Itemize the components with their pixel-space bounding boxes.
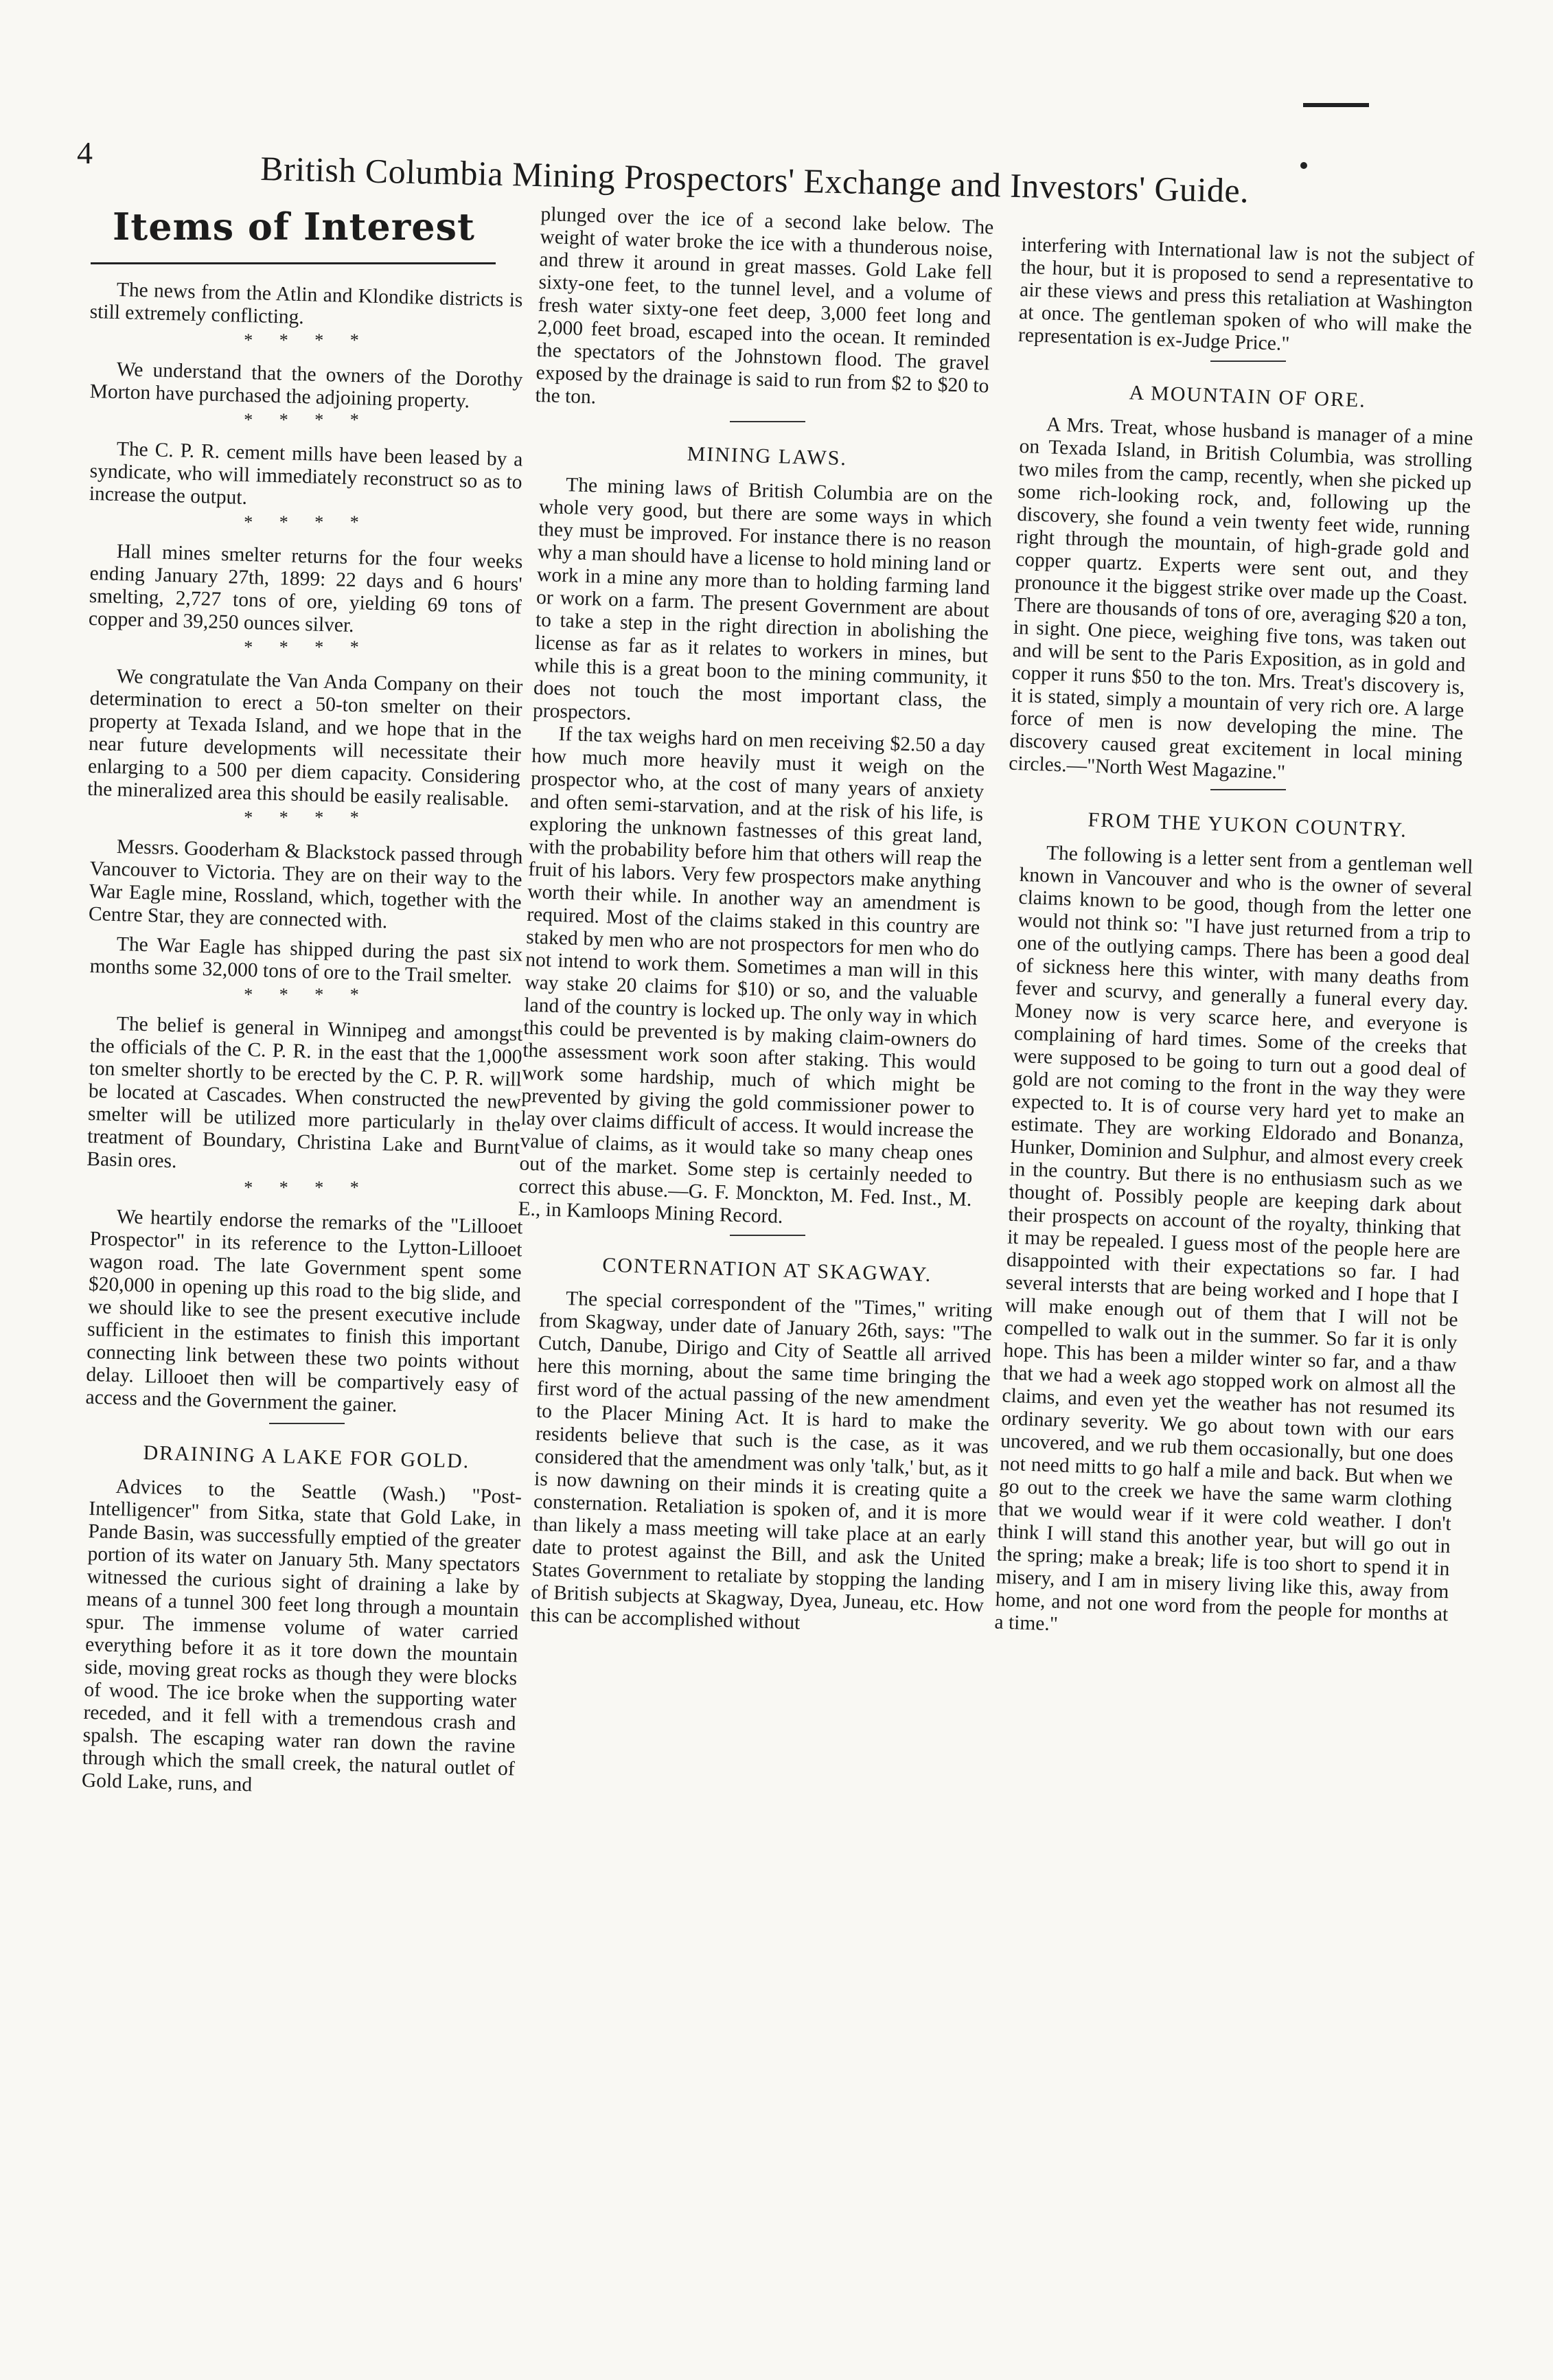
column-middle (518, 203, 994, 1634)
star-separator: * * * * (244, 410, 370, 430)
article-body: Advices to the Seattle (Wash.) "Post-Intelligencer" from Sitka, state that Gold Lake, in Pande Basin, was successfully emptied of the greater portion of its water on January 5th. Many spectators witnessed the curious sight of draining a lake by means of a tunnel 300 feet long through a mountain spur. The immense volume of water carried everything before it as it tore down the mountain side, moving great rocks as though they were blocks of wood. The ice broke when the supporting water receded, and it fell with a tremendous crash and spalsh. The escaping water ran down the ravine through which the small creek, the natural outlet of Gold Lake, runs, and (81, 1475, 522, 1796)
article-headline: A MOUNTAIN OF ORE. (1129, 381, 1367, 412)
news-item-text: Hall mines smelter returns for the four weeks ending January 27th, 1899: 22 days and 6 hours' smelting, 2,727 tons of ore, yielding 69 tons of copper and 39,250 ounces silver. (88, 540, 523, 637)
column-right (994, 233, 1475, 1640)
star-separator: * * * * (244, 330, 370, 350)
news-item-text: The belief is general in Winnipeg and amongst the officials of the C. P. R. in the east that the 1,000 ton smelter shortly to be erected by the C. P. R. will be located at Cascades. When constructed the new smelter will be utilized more particularly in the treatment of Boundary, Christina Lake and Burnt Basin ores. (86, 1013, 523, 1173)
article-headline: CONTERNATION AT SKAGWAY. (601, 1253, 932, 1286)
news-item (89, 835, 523, 937)
article-headline: DRAINING A LAKE FOR GOLD. (143, 1441, 470, 1473)
article-continuation (535, 203, 994, 420)
news-item-text: Messrs. Gooderham & Blackstock passed through Vancouver to Victoria. They are on their way to the War Eagle mine, Rossland, which, together with the Centre Star, they are connected with. (88, 836, 523, 933)
news-item-text: We heartily endorse the remarks of the "Lillooet Prospector" in its reference to the Lytton-Lillooet wagon road. The late Government spent some $20,000 in opening up this road to the big slide, and we should like to see the present executive include sufficient in the estimates to finish this important connecting link between these two points without delay. Lillooet then will be compartively easy of access and the Government the gainer. (85, 1206, 523, 1417)
section-title: Items of Interest (113, 205, 475, 249)
article-mining-laws (518, 437, 994, 1234)
article-paragraph: The mining laws of British Columbia are on the whole very good, but there are some ways in which they must be improved. For instance there is no reason why a man should have a license to hold mining land or work in a mine any more than to holding farming land or work on a farm. The present Government are about to take a step in the right direction in abolishing the license as far as it relates to workers in mines, but while this is a great boon to the mining community, it does not touch the most important class, the prospectors. (532, 474, 993, 725)
column-left (81, 205, 523, 1798)
news-item (89, 437, 522, 516)
page-number: 4 (77, 135, 93, 170)
article-skagway (530, 1251, 994, 1640)
article-body: A Mrs. Treat, whose husband is manager of a mine on Texada Island, in British Columbia, was strolling two miles from the camp, recently, when she picked up some rich-looking rock, and, following up the discovery, she found a vein twenty feet wide, running right through the mountain, of high-grade gold and copper quartz. Experts were sent out, and they pronounce it the biggest strike over made up the Coast. There are thousands of tons of ore, averaging $20 a ton, in sight. One piece, weighing five tons, was taken out and will be sent to the Paris Exposition, as in gold and copper it runs $50 to the ton. Mrs. Treat's discovery is, it is stated, simply a mountain of very rich ore. A large force of men is now developing the mine. The discovery caused great excitement in local mining circles.—"North West Magazine." (1008, 413, 1473, 784)
article-yukon (994, 805, 1475, 1649)
article-rule (1210, 789, 1286, 790)
article-headline: FROM THE YUKON COUNTRY. (1088, 808, 1408, 842)
article-body: The special correspondent of the "Times," writing from Skagway, under date of January 26th, says: "The Cutch, Danube, Dirigo and City of Seattle all arrived here this morning, about the same time bringing the first word of the actual passing of the new amendment to the Placer Mining Act. It is hard to make the residents believe that such is the case, as it was considered that the amendment was only 'talk,' but, as it is now dawning on their minds it is creating quite a consternation. Retaliation is spoken of, and it is more than likely a mass meeting will take place at an early date to protest against the Bill, and ask the United States Government to retaliate by stopping the landing of British subjects at Skagway, Dyea, Juneau, etc. How this can be accomplished without (529, 1288, 993, 1634)
star-separator: * * * * (244, 1178, 370, 1198)
news-item-text: The C. P. R. cement mills have been leased by a syndicate, who will immediately reconstruct so as to increase the output. (89, 438, 523, 509)
news-item-text: The news from the Atlin and Klondike districts is still extremely conflicting. (89, 279, 523, 329)
star-separator: * * * * (244, 985, 370, 1005)
news-item (87, 1012, 523, 1182)
article-body: plunged over the ice of a second lake below. The weight of water broke the ice with a thunderous noise, and threw it around in great masses. Gold Lake fell sixty-one feet, to the tunnel level, and a volume of fresh water sixty-one feet deep, 3,000 feet long and 2,000 feet broad, escaped into the ocean. It reminded the spectators of the Johnstown flood. The gravel exposed by the drainage is said to run from $2 to $20 to the ton. (535, 203, 994, 409)
article-rule (730, 1235, 805, 1236)
article-body: interfering with International law is not the subject of the hour, but it is proposed to send a representative to air these views and press this retaliation at Washington at once. The gentleman spoken of who will make the representation is ex-Judge Price." (1017, 233, 1475, 356)
article-draining-lake (82, 1439, 523, 1803)
star-separator: * * * * (244, 808, 370, 827)
print-speck (1303, 103, 1369, 107)
article-rule (269, 1423, 345, 1424)
article-rule (730, 421, 805, 422)
article-continuation (1018, 233, 1475, 362)
star-separator: * * * * (244, 637, 370, 657)
news-item (85, 1205, 523, 1420)
news-item (87, 665, 523, 812)
news-item (89, 932, 523, 989)
article-rule (1210, 361, 1286, 362)
publication-header: British Columbia Mining Prospectors' Exchange and Investors' Guide. (260, 148, 1250, 210)
print-speck (1300, 162, 1307, 169)
title-rule (91, 262, 496, 264)
news-item (89, 358, 523, 414)
star-separator: * * * * (244, 512, 370, 532)
article-paragraph: If the tax weighs hard on men receiving $2.50 a day how much more heavily must it weigh on the prospector who, at the cost of many years of anxiety and often semi-starvation, and at the risk of his life, is exploring the unknown fastnesses of this great land, with the probability before him that others will reap the fruit of his labors. Very few prospectors make anything worth their while. In another way an amendment is required. Most of the claims staked in this country are staked by men who are not prospectors for men who do not intend to work them. Sometimes a man will in this way stake 20 claims for $10) or so, and the valuable land of the country is locked up. The only way in which this could be prevented is by making claim-owners do the assessment work soon after staking. This would work some hardship, much of which might be prevented by giving the gold commissioner power to lay over claims difficult of access. It would increase the value of claims, as it would take so many cheap ones out of the market. Some step is certainly needed to correct this abuse.—G. F. Monckton, M. Fed. Inst., M. E., in Kamloops Mining Record. (518, 722, 986, 1228)
article-body: The following is a letter sent from a gentleman well known in Vancouver and who is the owner of several claims known to be good, though from the letter one would not think so: "I have just returned from a trip to one of the outlying camps. There has been a good deal of sickness here this winter, with many deaths from fever and scurvy, and generally a funeral every day. Money now is very scarce here, and everyone is complaining of hard times. Some of the creeks that were supposed to be going to turn out a good deal of gold are not coming to the front in the way they were expected to. It is of course very hard yet to make an estimate. They are working Eldorado and Bonanza, Hunker, Dominion and Sulphur, and almost every creek in the country. But there is no enthusiasm such as we thought of. Possibly people are keeping dark about their prospects on account of the royalty, thinking that it may be repealed. I guess most of the people here are disappointed with their expectations so far. I had several intersts that are being worked and I hope that I will make enough out of them that I will not be compelled to walk out in the summer. So far it is only hope. This has been a milder winter so far, and a thaw that we had a week ago stopped work on almost all the claims, and even yet the weather has not resumed its ordinary severity. We go about town with our ears uncovered, and we rub them occasionally, but one does not need mitts to go half a mile and back. But when we go out to the creek we have the same warm clothing that we would wear if it were cold weather. I don't think I will stand this another year, but will go out in the spring; make a break; life is too short to spend it in misery, and I am in misery living like this, away from home, and not one word from the people for months at a time." (994, 842, 1473, 1636)
news-item-text: The War Eagle has shipped during the past six months some 32,000 tons of ore to the Trail smelter. (89, 933, 523, 989)
article-headline: MINING LAWS. (687, 442, 848, 470)
news-item (89, 278, 523, 334)
news-item-text: We understand that the owners of the Dorothy Morton have purchased the adjoining property. (89, 358, 523, 413)
article-mountain-of-ore (1009, 377, 1475, 790)
news-item-text: We congratulate the Van Anda Company on their determination to erect a 50-ton smelter on their property at Texada Island, and we hope that in the near future developments will necessitate their enlarging to a 500 per diem capacity. Considering the mineralized area this should be easily realisable. (87, 665, 523, 812)
news-item (89, 540, 523, 641)
